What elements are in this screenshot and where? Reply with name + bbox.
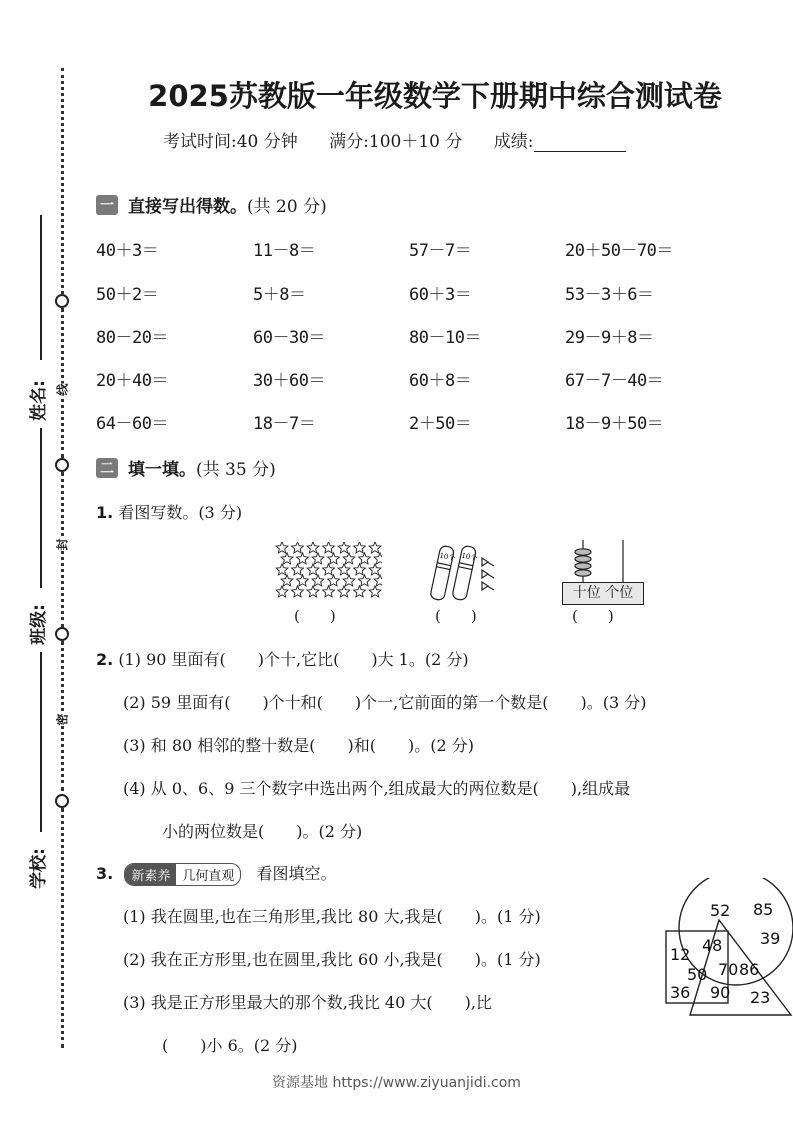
star-icon — [312, 553, 324, 564]
star-icon — [328, 575, 340, 586]
calc-item[interactable]: 67－7－40＝ — [565, 371, 664, 391]
question-3-item-1: (1) 我在圆里,也在三角形里,我比 80 大,我是( )。(1 分) — [123, 907, 541, 926]
abacus-label: 十位 个位 — [562, 582, 644, 605]
venn-number: 36 — [670, 983, 691, 1002]
question-2-item-4: (4) 从 0、6、9 三个数字中选出两个,组成最大的两位数是( ),组成最 — [123, 779, 631, 798]
question-3 — [96, 861, 336, 886]
question-number: 2. — [96, 650, 114, 669]
calc-item[interactable]: 30＋60＝ — [253, 371, 325, 391]
question-1 — [96, 500, 242, 523]
star-icon — [292, 542, 304, 553]
venn-number: 23 — [750, 988, 771, 1007]
calc-item[interactable]: 80－10＝ — [409, 328, 481, 348]
star-icon — [343, 553, 355, 564]
star-icon — [343, 575, 355, 586]
section-number-icon: 一 — [96, 195, 118, 215]
section-1-header — [96, 192, 327, 217]
name-blank-line[interactable] — [40, 215, 42, 360]
binding-ring — [55, 627, 69, 641]
calc-item[interactable]: 57－7＝ — [409, 241, 472, 261]
school-blank-line[interactable] — [40, 652, 42, 832]
venn-figure — [662, 878, 793, 1020]
section-1-title: 直接写出得数。 — [128, 197, 247, 217]
full-score: 满分:100＋10 分 — [329, 132, 463, 152]
star-icon — [292, 564, 304, 575]
star-icon — [359, 553, 371, 564]
question-2-item-1: (1) 90 里面有( )个十,它比( )大 1。(2 分) — [118, 650, 469, 669]
calc-item[interactable]: 60＋8＝ — [409, 371, 472, 391]
answer-blank-abacus[interactable]: ( ) — [572, 607, 614, 625]
section-1-points: (共 20 分) — [247, 197, 327, 217]
calc-item[interactable]: 18－7＝ — [253, 414, 316, 434]
venn-number: 90 — [710, 983, 731, 1002]
calc-item[interactable]: 11－8＝ — [253, 241, 316, 261]
star-icon — [354, 586, 366, 597]
star-icon — [281, 553, 293, 564]
question-3-text: 看图填空。 — [256, 864, 337, 883]
dotted-line — [61, 68, 64, 300]
calc-item[interactable]: 20＋50－70＝ — [565, 241, 673, 261]
star-icon — [276, 586, 288, 597]
star-icon — [369, 542, 381, 553]
school-label: 学校: — [28, 848, 49, 889]
venn-number: 52 — [710, 901, 731, 920]
calc-item[interactable]: 18－9＋50＝ — [565, 414, 664, 434]
calc-item[interactable]: 29－9＋8＝ — [565, 328, 654, 348]
answer-blank-stars[interactable]: ( ) — [294, 607, 336, 625]
section-2-header — [96, 455, 276, 480]
calc-item[interactable]: 60＋3＝ — [409, 285, 472, 305]
star-icon — [323, 564, 335, 575]
answer-blank-sticks[interactable]: ( ) — [435, 607, 477, 625]
question-3-item-3: (3) 我是正方形里最大的那个数,我比 40 大( ),比 — [123, 993, 492, 1012]
venn-number: 50 — [687, 965, 708, 984]
question-2-item-3: (3) 和 80 相邻的整十数是( )和( )。(2 分) — [123, 736, 475, 755]
star-icon — [328, 553, 340, 564]
question-number: 1. — [96, 503, 114, 522]
calc-item[interactable]: 20＋40＝ — [96, 371, 168, 391]
question-3-item-2: (2) 我在正方形里,也在圆里,我比 60 小,我是( )。(1 分) — [123, 950, 541, 969]
question-2-item-4-cont: 小的两位数是( )。(2 分) — [162, 822, 363, 841]
star-icon — [276, 564, 288, 575]
star-icon — [307, 564, 319, 575]
venn-number: 86 — [739, 960, 760, 979]
calc-item[interactable]: 40＋3＝ — [96, 241, 159, 261]
star-icon — [338, 542, 350, 553]
margin-mark-seal: 封 — [53, 538, 72, 550]
star-icon — [276, 542, 288, 553]
score-blank[interactable] — [534, 133, 626, 152]
calc-item[interactable]: 60－30＝ — [253, 328, 325, 348]
calc-item[interactable]: 2＋50＝ — [409, 414, 472, 434]
class-blank-line[interactable] — [40, 428, 42, 588]
venn-number: 85 — [753, 900, 774, 919]
bundle-label: 10个 — [438, 551, 456, 563]
venn-number: 48 — [702, 936, 723, 955]
star-icon — [297, 575, 309, 586]
calc-item[interactable]: 50＋2＝ — [96, 285, 159, 305]
name-label: 姓名: — [28, 380, 49, 421]
page-title: 2025苏教版一年级数学下册期中综合测试卷 — [148, 79, 722, 113]
question-number: 3. — [96, 864, 114, 883]
section-2-title: 填一填。 — [128, 460, 196, 480]
footer-watermark: 资源基地 https://www.ziyuanjidi.com — [272, 1075, 521, 1091]
new-literacy-badge — [124, 863, 241, 886]
question-2 — [96, 647, 469, 670]
star-icon — [338, 586, 350, 597]
class-label: 班级: — [28, 604, 49, 645]
venn-number: 12 — [670, 945, 691, 964]
binding-margin — [0, 0, 85, 1122]
section-2-points: (共 35 分) — [196, 460, 276, 480]
calc-item[interactable]: 80－20＝ — [96, 328, 168, 348]
question-2-item-2: (2) 59 里面有( )个十和( )个一,它前面的第一个数是( )。(3 分) — [123, 693, 647, 712]
star-icon — [297, 553, 309, 564]
exam-time: 考试时间:40 分钟 — [163, 132, 298, 152]
dotted-line — [61, 808, 64, 1048]
star-icon — [323, 542, 335, 553]
star-icon — [312, 575, 324, 586]
margin-mark-secret: 密 — [53, 713, 72, 725]
calc-item[interactable]: 5＋8＝ — [253, 285, 306, 305]
calc-item[interactable]: 53－3＋6＝ — [565, 285, 654, 305]
score-label: 成绩: — [493, 132, 534, 152]
star-icon — [354, 542, 366, 553]
binding-ring — [55, 794, 69, 808]
section-number-icon: 二 — [96, 458, 118, 478]
star-icon — [374, 553, 382, 564]
star-icon — [359, 575, 371, 586]
star-icon — [292, 586, 304, 597]
question-1-text: 看图写数。(3 分) — [118, 503, 243, 522]
stars-figure — [272, 542, 382, 602]
margin-mark-line: 线 — [53, 383, 72, 395]
sticks-bundle-figure — [422, 542, 504, 604]
venn-number: 70 — [718, 960, 739, 979]
calc-item[interactable]: 64－60＝ — [96, 414, 168, 434]
bundle-label: 10个 — [460, 551, 478, 563]
star-icon — [374, 575, 382, 586]
abacus-figure — [560, 538, 644, 586]
badge-primary: 新素养 — [125, 864, 176, 885]
binding-ring — [55, 458, 69, 472]
star-icon — [307, 542, 319, 553]
venn-number: 39 — [760, 929, 781, 948]
binding-ring — [55, 294, 69, 308]
star-icon — [307, 586, 319, 597]
star-icon — [369, 564, 381, 575]
star-icon — [354, 564, 366, 575]
star-icon — [281, 575, 293, 586]
star-icon — [338, 564, 350, 575]
star-icon — [323, 586, 335, 597]
badge-secondary: 几何直观 — [182, 869, 235, 884]
star-icon — [369, 586, 381, 597]
question-3-item-3-cont: ( )小 6。(2 分) — [162, 1036, 298, 1055]
exam-info — [163, 127, 652, 152]
